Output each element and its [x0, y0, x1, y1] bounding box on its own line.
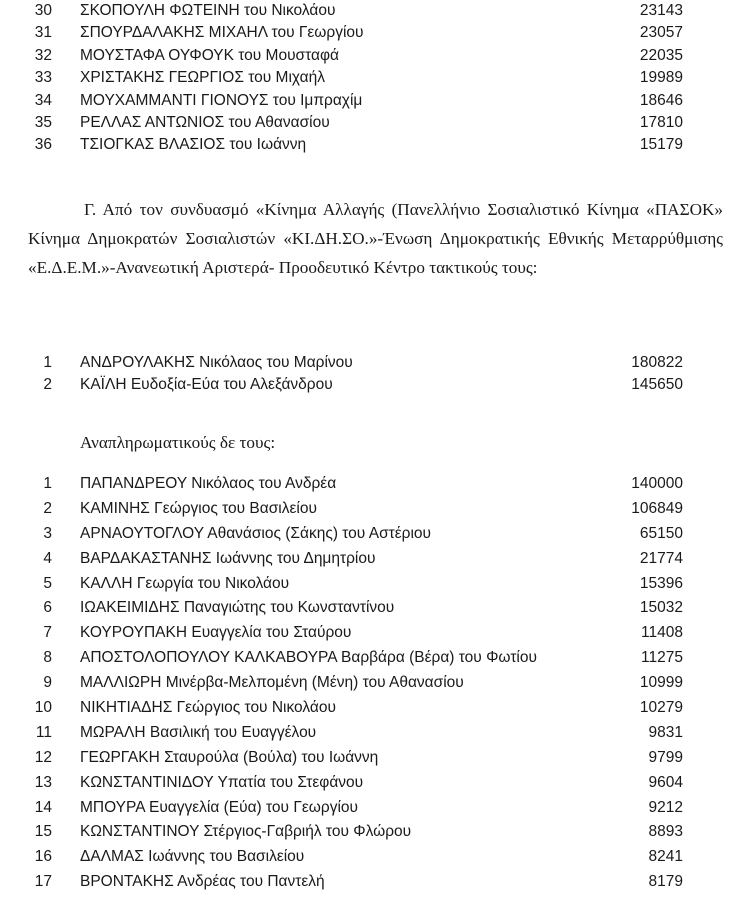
candidate-row [0, 112, 741, 134]
candidate-number: 13 [34, 773, 52, 791]
candidate-votes: 65150 [639, 524, 683, 542]
candidate-votes: 145650 [631, 376, 683, 394]
candidate-number: 12 [34, 748, 52, 766]
candidate-votes: 8241 [648, 848, 683, 866]
candidate-row [0, 498, 741, 523]
candidate-name: ΓΕΩΡΓΑΚΗ Σταυρούλα (Βούλα) του Ιωάννη [80, 748, 379, 766]
substitutes-heading: Αναπληρωματικούς δε τους: [80, 433, 276, 452]
candidate-number: 17 [34, 873, 52, 891]
candidate-name: ΜΑΛΛΙΩΡΗ Μινέρβα-Μελπομένη (Μένη) του Αθανασίου [80, 674, 464, 692]
candidate-votes: 9831 [648, 723, 683, 741]
candidate-number: 9 [43, 674, 52, 692]
candidate-list-b [0, 0, 741, 157]
candidate-votes: 23143 [639, 2, 683, 19]
candidate-votes: 11275 [641, 649, 683, 667]
candidate-number: 35 [34, 113, 52, 131]
candidate-name: ΣΚΟΠΟΥΛΗ ΦΩΤΕΙΝΗ του Νικολάου [80, 2, 336, 19]
candidate-name: ΠΑΠΑΝΔΡΕΟΥ Νικόλαος του Ανδρέα [80, 475, 337, 492]
candidate-votes: 10279 [639, 699, 683, 717]
candidate-name: ΚΟΥΡΟΥΠΑΚΗ Ευαγγελία του Σταύρου [80, 624, 352, 642]
candidate-number: 2 [43, 376, 52, 394]
candidate-votes: 18646 [639, 91, 683, 109]
candidate-name: ΜΟΥΣΤΑΦΑ ΟΥΦΟΥΚ του Μουσταφά [80, 46, 339, 64]
candidate-name: ΑΠΟΣΤΟΛΟΠΟΥΛΟΥ ΚΑΛΚΑΒΟΥΡΑ Βαρβάρα (Βέρα) του Φωτίου [80, 649, 537, 667]
candidate-name: ΔΑΛΜΑΣ Ιωάννης του Βασιλείου [80, 848, 305, 866]
candidate-row [0, 622, 741, 647]
candidate-name: ΜΠΟΥΡΑ Ευαγγελία (Εύα) του Γεωργίου [80, 798, 358, 816]
section-c-intro: Γ. Από τον συνδυασμό «Κίνημα Αλλαγής (Πανελλήνιο Σοσιαλιστικό Κίνημα «ΠΑΣΟΚ» Κίνημα Δημοκρατών Σοσιαλιστών «ΚΙ.ΔΗ.ΣΟ.»-Ένωση Δημοκρατικής Εθνικής Μεταρρύθμισης «Ε.Δ.Ε.Μ.»-Ανανεωτική Αριστερά- Προοδευτικό Κέντρο τακτικούς τους: [28, 200, 723, 277]
candidate-votes: 22035 [639, 46, 683, 64]
candidate-name: ΡΕΛΛΑΣ ΑΝΤΩΝΙΟΣ του Αθανασίου [80, 113, 330, 131]
candidate-votes: 8893 [648, 823, 683, 841]
candidate-number: 7 [43, 624, 52, 642]
candidate-number: 1 [43, 475, 52, 492]
candidate-number: 10 [34, 699, 52, 717]
candidate-row [0, 772, 741, 797]
candidate-number: 36 [34, 136, 52, 154]
candidate-votes: 21774 [639, 549, 683, 567]
candidate-number: 8 [43, 649, 52, 667]
candidate-votes: 8179 [648, 873, 683, 891]
candidate-row [0, 45, 741, 67]
candidate-votes: 9604 [648, 773, 683, 791]
candidate-name: ΑΡΝΑΟΥΤΟΓΛΟΥ Αθανάσιος (Σάκης) του Αστέριου [80, 524, 432, 542]
candidate-name: ΚΑΪΛΗ Ευδοξία-Εύα του Αλεξάνδρου [80, 376, 333, 394]
candidate-number: 11 [35, 723, 52, 741]
candidate-name: ΧΡΙΣΤΑΚΗΣ ΓΕΩΡΓΙΟΣ του Μιχαήλ [80, 69, 325, 87]
candidate-votes: 15032 [639, 599, 683, 617]
candidate-row [0, 797, 741, 822]
candidate-row [0, 647, 741, 672]
candidate-list-regular [0, 352, 741, 397]
candidate-number: 3 [43, 524, 52, 542]
candidate-number: 4 [43, 549, 52, 567]
candidate-row [0, 0, 741, 22]
candidate-row [0, 90, 741, 112]
candidate-votes: 15179 [639, 136, 683, 154]
candidate-votes: 180822 [631, 354, 683, 371]
candidate-votes: 9799 [648, 748, 683, 766]
candidate-row [0, 722, 741, 747]
candidate-name: ΚΑΜΙΝΗΣ Γεώργιος του Βασιλείου [80, 499, 317, 517]
candidate-list-substitutes [0, 473, 741, 896]
candidate-name: ΤΣΙΟΓΚΑΣ ΒΛΑΣΙΟΣ του Ιωάννη [80, 136, 307, 154]
candidate-row [0, 22, 741, 44]
candidate-number: 5 [43, 574, 52, 592]
candidate-votes: 23057 [639, 24, 683, 42]
candidate-row [0, 747, 741, 772]
candidate-votes: 19989 [639, 69, 683, 87]
candidate-row [0, 134, 741, 156]
candidate-name: ΚΩΝΣΤΑΝΤΙΝΙΔΟΥ Υπατία του Στεφάνου [80, 773, 364, 791]
candidate-name: ΚΑΛΛΗ Γεωργία του Νικολάου [80, 574, 290, 592]
candidate-votes: 17810 [639, 113, 683, 131]
candidate-name: ΚΩΝΣΤΑΝΤΙΝΟΥ Στέργιος-Γαβριήλ του Φλώρου [80, 823, 412, 841]
candidate-number: 30 [34, 2, 52, 19]
candidate-number: 15 [34, 823, 52, 841]
candidate-votes: 15396 [639, 574, 683, 592]
candidate-name: ΙΩΑΚΕΙΜΙΔΗΣ Παναγιώτης του Κωνσταντίνου [80, 599, 395, 617]
candidate-number: 16 [34, 848, 52, 866]
candidate-row [0, 697, 741, 722]
candidate-number: 31 [34, 24, 52, 42]
candidate-name: ΝΙΚΗΤΙΑΔΗΣ Γεώργιος του Νικολάου [80, 699, 336, 717]
candidate-row [0, 821, 741, 846]
candidate-votes: 9212 [648, 798, 683, 816]
candidate-votes: 10999 [639, 674, 683, 692]
candidate-row [0, 523, 741, 548]
candidate-row [0, 473, 741, 498]
candidate-name: ΜΩΡΑΛΗ Βασιλική του Ευαγγέλου [80, 723, 317, 741]
candidate-votes: 106849 [631, 499, 683, 517]
candidate-name: ΒΑΡΔΑΚΑΣΤΑΝΗΣ Ιωάννης του Δημητρίου [80, 549, 376, 567]
candidate-row [0, 846, 741, 871]
candidate-number: 2 [43, 499, 52, 517]
candidate-name: ΣΠΟΥΡΔΑΛΑΚΗΣ ΜΙΧΑΗΛ του Γεωργίου [80, 24, 364, 42]
candidate-row [0, 548, 741, 573]
candidate-row [0, 871, 741, 896]
candidate-name: ΜΟΥΧΑΜΜΑΝΤΙ ΓΙΟΝΟΥΣ του Ιμπραχίμ [80, 91, 363, 109]
candidate-row [0, 573, 741, 598]
candidate-number: 34 [34, 91, 52, 109]
candidate-votes: 140000 [631, 475, 683, 492]
candidate-number: 6 [43, 599, 52, 617]
candidate-row [0, 67, 741, 89]
candidate-name: ΑΝΔΡΟΥΛΑΚΗΣ Νικόλαος του Μαρίνου [80, 354, 353, 371]
candidate-row [0, 672, 741, 697]
candidate-number: 1 [43, 354, 52, 371]
candidate-number: 32 [34, 46, 52, 64]
candidate-row [0, 352, 741, 374]
candidate-row [0, 597, 741, 622]
candidate-number: 14 [34, 798, 52, 816]
candidate-name: ΒΡΟΝΤΑΚΗΣ Ανδρέας του Παντελή [80, 873, 325, 891]
candidate-row [0, 374, 741, 396]
candidate-votes: 11408 [641, 624, 683, 642]
candidate-number: 33 [34, 69, 52, 87]
